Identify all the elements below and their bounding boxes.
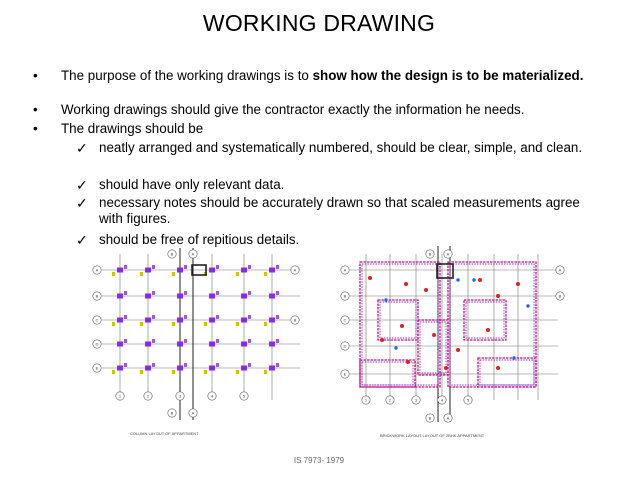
grid-bubble-label: E (343, 371, 347, 377)
column-marker (216, 339, 219, 343)
grid-bubble-label: A (558, 267, 562, 273)
grid-bubble-label: 2 (146, 393, 150, 399)
grid-bubble-label: 4 (440, 397, 444, 403)
fixture-marker (384, 298, 387, 301)
column-marker (140, 272, 143, 276)
bullet-text (61, 68, 601, 84)
grid-bubble-label: A (191, 410, 195, 416)
grid-bubble-label: 2 (388, 397, 392, 403)
column-marker (209, 342, 215, 347)
right-drawing-caption: BRICKWORK LAYOUT LAYOUT OF 2BHK APPARTMENT (380, 433, 485, 438)
grid-bubble-label: 1 (364, 397, 368, 403)
column-marker (152, 265, 155, 269)
grid-bubble-label: A (446, 415, 450, 421)
column-marker (177, 318, 183, 323)
column-marker (117, 294, 123, 299)
column-marker (112, 272, 115, 276)
slide-footer: IS 7973- 1979 (293, 456, 345, 465)
column-markers (112, 265, 279, 374)
column-marker (209, 318, 215, 323)
column-marker (177, 366, 183, 371)
column-marker (184, 339, 187, 343)
column-marker (276, 265, 279, 269)
column-marker (177, 294, 183, 299)
brick-wall (480, 360, 534, 385)
column-marker (264, 370, 267, 374)
brick-walls (360, 262, 536, 387)
brick-wall (450, 264, 534, 385)
column-marker (216, 291, 219, 295)
bullet-text-bold: show how the design is to be materialized. (312, 68, 584, 83)
column-marker (152, 363, 155, 367)
column-marker (117, 318, 123, 323)
brick-wall (478, 358, 536, 387)
column-marker (145, 268, 151, 273)
sub-bullet-text: neatly arranged and systematically numbered, should be clear, simple, and clean. (99, 140, 583, 155)
checkmark-icon: ✓ (76, 195, 88, 211)
grid-bubble-label: 3 (178, 393, 182, 399)
column-marker (145, 318, 151, 323)
grid-bubble-label: B (428, 251, 432, 257)
sub-bullet-text: should be free of repitious details. (99, 232, 300, 247)
column-marker (117, 342, 123, 347)
column-marker (248, 265, 251, 269)
brick-wall (448, 262, 536, 387)
column-marker (276, 291, 279, 295)
column-marker (209, 366, 215, 371)
column-marker (184, 291, 187, 295)
grid-bubble-label: E (95, 365, 99, 371)
column-marker (184, 363, 187, 367)
column-marker (145, 342, 151, 347)
column-marker (184, 315, 187, 319)
column-marker (152, 291, 155, 295)
brick-wall (418, 320, 448, 375)
column-marker (124, 315, 127, 319)
column-marker (124, 339, 127, 343)
grid-bubble-label: B (293, 317, 297, 323)
column-marker (241, 366, 247, 371)
column-marker (124, 291, 127, 295)
grid-bubble-label: A (446, 251, 450, 257)
column-marker (216, 315, 219, 319)
column-marker (172, 370, 175, 374)
fixture-marker (526, 304, 529, 307)
bullet-dot: • (33, 68, 38, 83)
column-marker (248, 339, 251, 343)
column-marker (216, 265, 219, 269)
brick-wall (362, 362, 413, 385)
column-marker (264, 272, 267, 276)
column-marker (269, 366, 275, 371)
column-marker (145, 366, 151, 371)
bullet-dot: • (33, 121, 38, 136)
bullet-text: The drawings should be (61, 121, 204, 136)
column-marker (269, 294, 275, 299)
column-marker (184, 265, 187, 269)
brick-wall (362, 264, 438, 385)
grid-bubble-label: B (170, 251, 174, 257)
brickwork-grid-lines (350, 246, 558, 422)
column-marker (241, 268, 247, 273)
column-marker (177, 342, 183, 347)
brick-wall (360, 360, 415, 387)
grid-bubble-label: D (343, 343, 347, 349)
fixture-marker (516, 282, 520, 286)
column-marker (241, 318, 247, 323)
fixture-marker (444, 366, 448, 370)
column-marker (117, 366, 123, 371)
grid-bubble-label: 1 (118, 393, 122, 399)
column-marker (145, 294, 151, 299)
checkmark-icon: ✓ (76, 232, 88, 248)
column-marker (209, 294, 215, 299)
fixture-marker (404, 282, 408, 286)
sub-bullet-text: should have only relevant data. (99, 177, 285, 192)
slide-title: WORKING DRAWING (202, 10, 436, 36)
fixture-marker (486, 328, 490, 332)
column-marker (112, 370, 115, 374)
column-marker (140, 322, 143, 326)
left-drawing-caption: COLUMN LAYOUT OF APPARTMENT (130, 431, 199, 436)
grid-bubble-label: B (558, 293, 562, 299)
grid-bubble-label: B (343, 293, 347, 299)
grid-bubble-label: B (95, 293, 99, 299)
column-marker (117, 268, 123, 273)
bullet-text-start: The purpose of the working drawings is to (61, 68, 313, 83)
fixture-marker (432, 333, 436, 337)
column-marker (172, 322, 175, 326)
column-marker (269, 318, 275, 323)
column-marker (276, 363, 279, 367)
grid-bubble-label: 3 (414, 397, 418, 403)
column-marker (172, 272, 175, 276)
bullet-dot: • (33, 102, 38, 117)
column-marker (241, 342, 247, 347)
grid-bubble-label: B (170, 410, 174, 416)
column-marker (177, 268, 183, 273)
fixture-marker (512, 356, 515, 359)
column-marker (152, 315, 155, 319)
grid-bubble-label: 5 (466, 397, 470, 403)
grid-bubble-label: C (95, 317, 99, 323)
fixture-marker (406, 360, 410, 364)
grid-bubble-label: 4 (210, 393, 214, 399)
grid-bubble-label: B (428, 415, 432, 421)
grid-bubble-label: D (95, 341, 99, 347)
brickwork-layout-drawing (338, 240, 573, 445)
column-marker (236, 370, 239, 374)
column-marker (269, 268, 275, 273)
column-marker (269, 342, 275, 347)
column-marker (124, 265, 127, 269)
column-marker (112, 322, 115, 326)
column-marker (204, 322, 207, 326)
column-marker (248, 291, 251, 295)
fixture-marker (456, 348, 460, 352)
column-marker (140, 370, 143, 374)
grid-bubble-label: C (343, 317, 347, 323)
column-marker (204, 370, 207, 374)
fixture-marker (368, 276, 372, 280)
column-marker (209, 268, 215, 273)
fixture-marker (424, 288, 428, 292)
column-marker (152, 339, 155, 343)
column-marker (276, 315, 279, 319)
bullet-text: Working drawings should give the contractor exactly the information he needs. (61, 102, 525, 117)
grid-bubble-label: 5 (242, 393, 246, 399)
fixture-marker (456, 278, 459, 281)
column-marker (248, 363, 251, 367)
sub-bullet-text: necessary notes should be accurately drawn so that scaled measurements agree with figures. (99, 195, 580, 226)
column-marker (264, 322, 267, 326)
column-marker (276, 339, 279, 343)
column-marker (236, 272, 239, 276)
column-layout-drawing (90, 240, 320, 445)
grid-bubble-label: A (343, 267, 347, 273)
fixture-marker (400, 324, 404, 328)
column-marker (241, 294, 247, 299)
column-marker (124, 363, 127, 367)
grid-bubble-label: A (293, 267, 297, 273)
brick-wall (360, 262, 440, 387)
checkmark-icon: ✓ (76, 140, 88, 156)
checkmark-icon: ✓ (76, 177, 88, 193)
fixture-marker (394, 346, 397, 349)
fixture-marker (380, 338, 384, 342)
column-marker (248, 315, 251, 319)
fixture-marker (496, 366, 500, 370)
fixture-marker (472, 278, 475, 281)
grid-bubble-label: A (191, 251, 195, 257)
fixture-marker (496, 294, 500, 298)
column-marker (236, 322, 239, 326)
grid-bubble-label: A (95, 267, 99, 273)
column-grid-lines (102, 248, 300, 420)
fixture-marker (478, 278, 482, 282)
column-marker (216, 363, 219, 367)
